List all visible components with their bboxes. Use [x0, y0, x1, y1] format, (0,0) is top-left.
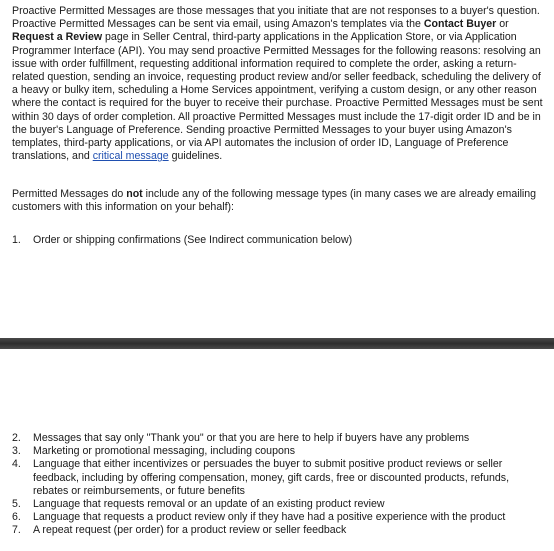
- request-review-bold: Request a Review: [12, 31, 103, 44]
- list-item-text: Language that either incentivizes or persuades the buyer to submit positive product reviews or seller feedback, including by offering compensation, money, gift cards, free or discounted products, refunds, rebates or reimbursements, or future benefits: [33, 458, 510, 497]
- contact-buyer-bold: Contact Buyer: [423, 18, 497, 31]
- excluded-types-list-top: [12, 234, 544, 247]
- list-item: [12, 432, 544, 445]
- critical-message-link[interactable]: critical message: [92, 150, 169, 163]
- list-number: 1.: [12, 234, 21, 246]
- list-item: [12, 511, 544, 524]
- paragraph-text: include any of the following message types (in many cases we are already emailing customers with this information on your behalf):: [12, 188, 537, 214]
- page-break-divider: [0, 338, 554, 349]
- list-item: [12, 524, 544, 537]
- list-item-text: Marketing or promotional messaging, including coupons: [33, 445, 296, 458]
- list-item: [12, 498, 544, 511]
- list-number: 5.: [12, 498, 21, 511]
- list-item-text: Messages that say only "Thank you" or that you are here to help if buyers have any problems: [33, 432, 470, 444]
- list-number: 2.: [12, 432, 21, 444]
- list-number: 7.: [12, 524, 21, 537]
- paragraph-text: guidelines.: [168, 150, 223, 163]
- list-number: 6.: [12, 511, 21, 524]
- list-item: [12, 445, 544, 458]
- list-item: [12, 234, 544, 247]
- list-item-text: Language that requests a product review only if they have had a positive experience with the product: [33, 511, 506, 524]
- paragraph-text: Permitted Messages do: [12, 188, 127, 200]
- paragraph-text: Proactive Permitted Messages are those messages that you initiate that are not responses to a buyer's question. Proactive Permitted Messages can be sent via email, using Amazon's templates via the: [12, 5, 540, 31]
- excluded-message-types-paragraph: [12, 188, 544, 214]
- excluded-types-list-bottom: [12, 432, 544, 538]
- list-number: 3.: [12, 445, 21, 458]
- list-item-text: A repeat request (per order) for a product review or seller feedback: [33, 524, 347, 537]
- list-item-text: Order or shipping confirmations (See Indirect communication below): [33, 234, 353, 246]
- paragraph-text: page in Seller Central, third-party applications in the Application Store, or via Application Programmer Interface (API). You may send proactive Permitted Messages for the following reasons: resolving an issue with order fulfillment, requesting additional information required to complete the order, asking a return-related question, sending an invoice, requesting product review and/or seller feedback, scheduling the delivery of a heavy or bulky item, scheduling a Home Services appointment, verifying a custom design, or any other reason where the contact is required for the buyer to receive their purchase. Proactive Permitted Messages must be sent within 30 days of order completion. All proactive Permitted Messages must include the 17-digit order ID and be in the buyer's Language of Preference. Sending proactive Permitted Messages to your buyer using Amazon's templates, third-party applications, or via API automates the inclusion of order ID, Language of Preference translations, and: [12, 31, 543, 163]
- paragraph-text: or: [496, 18, 509, 31]
- list-item: [12, 458, 544, 498]
- list-item-text: Language that requests removal or an update of an existing product review: [33, 498, 385, 511]
- not-bold: not: [126, 188, 143, 200]
- proactive-messages-paragraph: [12, 5, 544, 163]
- list-number: 4.: [12, 458, 21, 471]
